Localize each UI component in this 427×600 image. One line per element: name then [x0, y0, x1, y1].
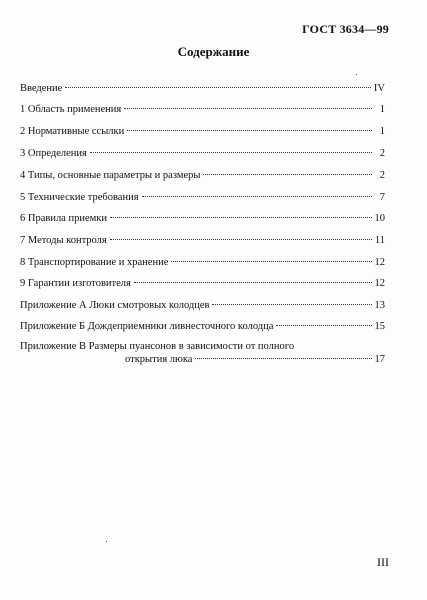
toc-entry[interactable] — [20, 212, 385, 225]
toc-entry[interactable] — [20, 125, 385, 138]
toc-entry-page: 17 — [374, 354, 385, 365]
toc-entry-page: 1 — [379, 104, 385, 115]
toc-entry[interactable] — [20, 234, 385, 247]
dot-leader — [276, 325, 371, 326]
toc-entry-label: 9 Гарантии изготовителя — [20, 278, 131, 289]
toc-entry-label: Приложение Б Дождеприемники ливнесточного колодца — [20, 321, 274, 332]
toc-entry-label: 2 Нормативные ссылки — [20, 126, 125, 137]
toc-entry-page: 2 — [379, 170, 385, 181]
dot-leader — [212, 304, 371, 305]
page-number: III — [377, 555, 389, 569]
toc-entry-page: 12 — [374, 257, 385, 268]
toc-entry-label: Приложение В Размеры пуансонов в зависимости от полного — [20, 341, 295, 352]
toc-entry-page: IV — [373, 83, 385, 94]
toc-entry[interactable] — [20, 147, 385, 160]
toc-entry-page: 2 — [379, 148, 385, 159]
toc-entry-label: 7 Методы контроля — [20, 235, 107, 246]
dot-leader — [124, 108, 372, 109]
dot-leader — [110, 239, 372, 240]
standard-code: ГОСТ 3634—99 — [302, 22, 389, 36]
scan-speck — [356, 74, 357, 75]
toc-entry-page: 11 — [374, 235, 385, 246]
toc-entry-page: 10 — [374, 213, 385, 224]
toc-entry-label: Приложение А Люки смотровых колодцев — [20, 300, 210, 311]
toc-entry[interactable] — [20, 191, 385, 204]
toc-entry-continuation — [20, 353, 385, 366]
toc-entry-page: 1 — [379, 126, 385, 137]
toc-entry-label-cont: открытия люка — [125, 354, 193, 365]
toc-entry-page: 13 — [374, 300, 385, 311]
dot-leader — [65, 87, 371, 88]
dot-leader — [203, 174, 372, 175]
toc-entry-label: 4 Типы, основные параметры и размеры — [20, 170, 201, 181]
dot-leader — [171, 261, 371, 262]
toc-entry-label: Введение — [20, 83, 63, 94]
dot-leader — [142, 196, 372, 197]
toc-entry-label: 5 Технические требования — [20, 192, 139, 203]
dot-leader — [110, 217, 372, 218]
toc-entry[interactable] — [20, 320, 385, 333]
toc-entry[interactable] — [20, 277, 385, 290]
dot-leader — [195, 358, 371, 359]
dot-leader — [90, 152, 372, 153]
toc-entry[interactable] — [20, 103, 385, 116]
toc-entry-label: 1 Область применения — [20, 104, 122, 115]
dot-leader — [134, 282, 372, 283]
scan-speck — [106, 541, 107, 542]
toc-title: Содержание — [177, 44, 250, 59]
toc-entry[interactable] — [20, 340, 385, 366]
toc-entry-page: 7 — [379, 192, 385, 203]
toc-entry-label: 6 Правила приемки — [20, 213, 107, 224]
toc-entry-page: 12 — [374, 278, 385, 289]
toc-entry-page: 15 — [374, 321, 385, 332]
toc-entry-label: 3 Определения — [20, 148, 87, 159]
toc-entry-label: 8 Транспортирование и хранение — [20, 257, 169, 268]
toc-entry[interactable] — [20, 256, 385, 269]
toc-entry[interactable] — [20, 82, 385, 95]
toc-entry[interactable] — [20, 169, 385, 182]
toc-entry[interactable] — [20, 299, 385, 312]
dot-leader — [127, 130, 372, 131]
